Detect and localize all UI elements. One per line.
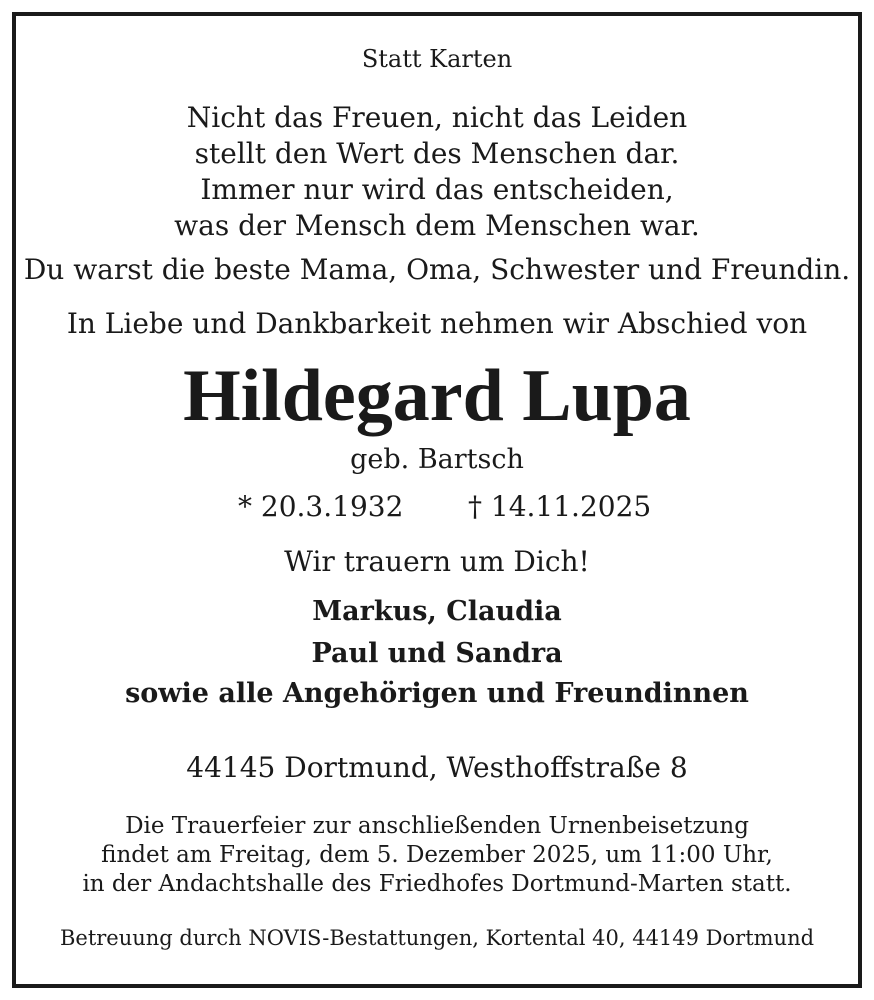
- notice-header: Statt Karten: [361, 45, 513, 73]
- family-line: Paul und Sandra: [311, 638, 563, 669]
- mourning-text: Wir trauern um Dich!: [284, 545, 590, 578]
- ceremony-line: Die Trauerfeier zur anschließenden Urnenbeisetzung: [125, 813, 749, 839]
- tribute-text: Du warst die beste Mama, Oma, Schwester und Freundin.: [23, 253, 851, 286]
- poem-line: was der Mensch dem Menschen war.: [174, 209, 700, 242]
- undertaker-info: Betreuung durch NOVIS-Bestattungen, Kortental 40, 44149 Dortmund: [59, 926, 815, 950]
- family-address: 44145 Dortmund, Westhoffstraße 8: [186, 751, 688, 784]
- death-date: † 14.11.2025: [468, 490, 652, 523]
- birth-date: * 20.3.1932: [238, 490, 404, 523]
- poem-line: Immer nur wird das entscheiden,: [200, 173, 674, 206]
- life-dates: [0, 490, 874, 530]
- family-line: sowie alle Angehörigen und Freundinnen: [125, 678, 749, 709]
- family-line: Markus, Claudia: [312, 596, 562, 627]
- maiden-name: geb. Bartsch: [350, 444, 524, 475]
- poem-line: Nicht das Freuen, nicht das Leiden: [186, 101, 688, 134]
- ceremony-line: in der Andachtshalle des Friedhofes Dortmund-Marten statt.: [82, 871, 792, 897]
- deceased-name: Hildegard Lupa: [183, 355, 691, 437]
- ceremony-info: [0, 812, 874, 899]
- ceremony-line: findet am Freitag, dem 5. Dezember 2025, um 11:00 Uhr,: [101, 842, 773, 868]
- farewell-text: In Liebe und Dankbarkeit nehmen wir Abschied von: [66, 307, 808, 340]
- poem: [0, 100, 874, 244]
- poem-line: stellt den Wert des Menschen dar.: [194, 137, 680, 170]
